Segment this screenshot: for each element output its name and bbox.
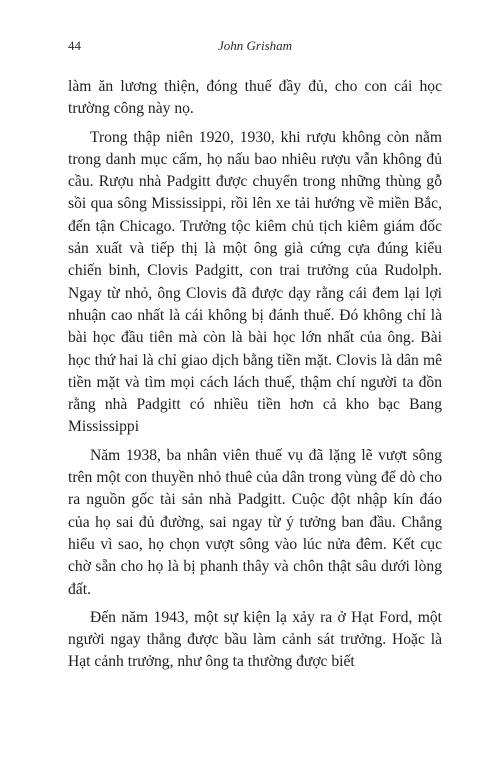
page-header [68,38,442,58]
body-text [68,76,442,680]
paragraph: Trong thập niên 1920, 1930, khi rượu không còn nằm trong danh mục cấm, họ nấu bao nhiêu rượu vẫn không đủ cầu. Rượu nhà Padgitt được chuyển trong những thùng gỗ sồi qua sông Mississippi, rồi lên xe tải hướng về miền Bắc, đến tận Chicago. Trưởng tộc kiêm chủ tịch kiêm giám đốc sản xuất và tiếp thị là một ông già cứng cựa đúng kiểu chiến binh, Clovis Padgitt, con trai trưởng của Rudolph. Ngay từ nhỏ, ông Clovis đã được dạy rằng cái đem lại lợi nhuận cao nhất là cái không bị đánh thuế. Đó không chỉ là bài học đầu tiên mà còn là bài học lớn nhất của ông. Bài học thứ hai là chỉ giao dịch bằng tiền mặt. Clovis là dân mê tiền mặt và tìm mọi cách lách thuế, thậm chí người ta đồn rằng nhà Padgitt có nhiều tiền hơn cả kho bạc Bang Mississippi [68,128,442,436]
paragraph: Năm 1938, ba nhân viên thuế vụ đã lặng lẽ vượt sông trên một con thuyền nhỏ thuê của dân trong vùng để dò cho ra nguồn gốc tài sản nhà Padgitt. Cuộc đột nhập kín đáo của họ sai đủ đường, sai ngay từ ý tưởng ban đầu. Chẳng hiểu vì sao, họ chọn vượt sông vào lúc nửa đêm. Kết cục chờ sẵn cho họ là bị phanh thây và chôn thật sâu dưới lòng đất. [68,446,442,598]
page-number: 44 [68,38,81,53]
paragraph: Đến năm 1943, một sự kiện lạ xảy ra ở Hạt Ford, một người ngay thẳng được bầu làm cảnh sát trưởng. Hoặc là Hạt cảnh trưởng, như ông ta thường được biết [68,608,442,671]
running-head-author: John Grisham [217,38,293,53]
paragraph-continued: làm ăn lương thiện, đóng thuế đầy đủ, cho con cái học trường công này nọ. [68,78,442,118]
